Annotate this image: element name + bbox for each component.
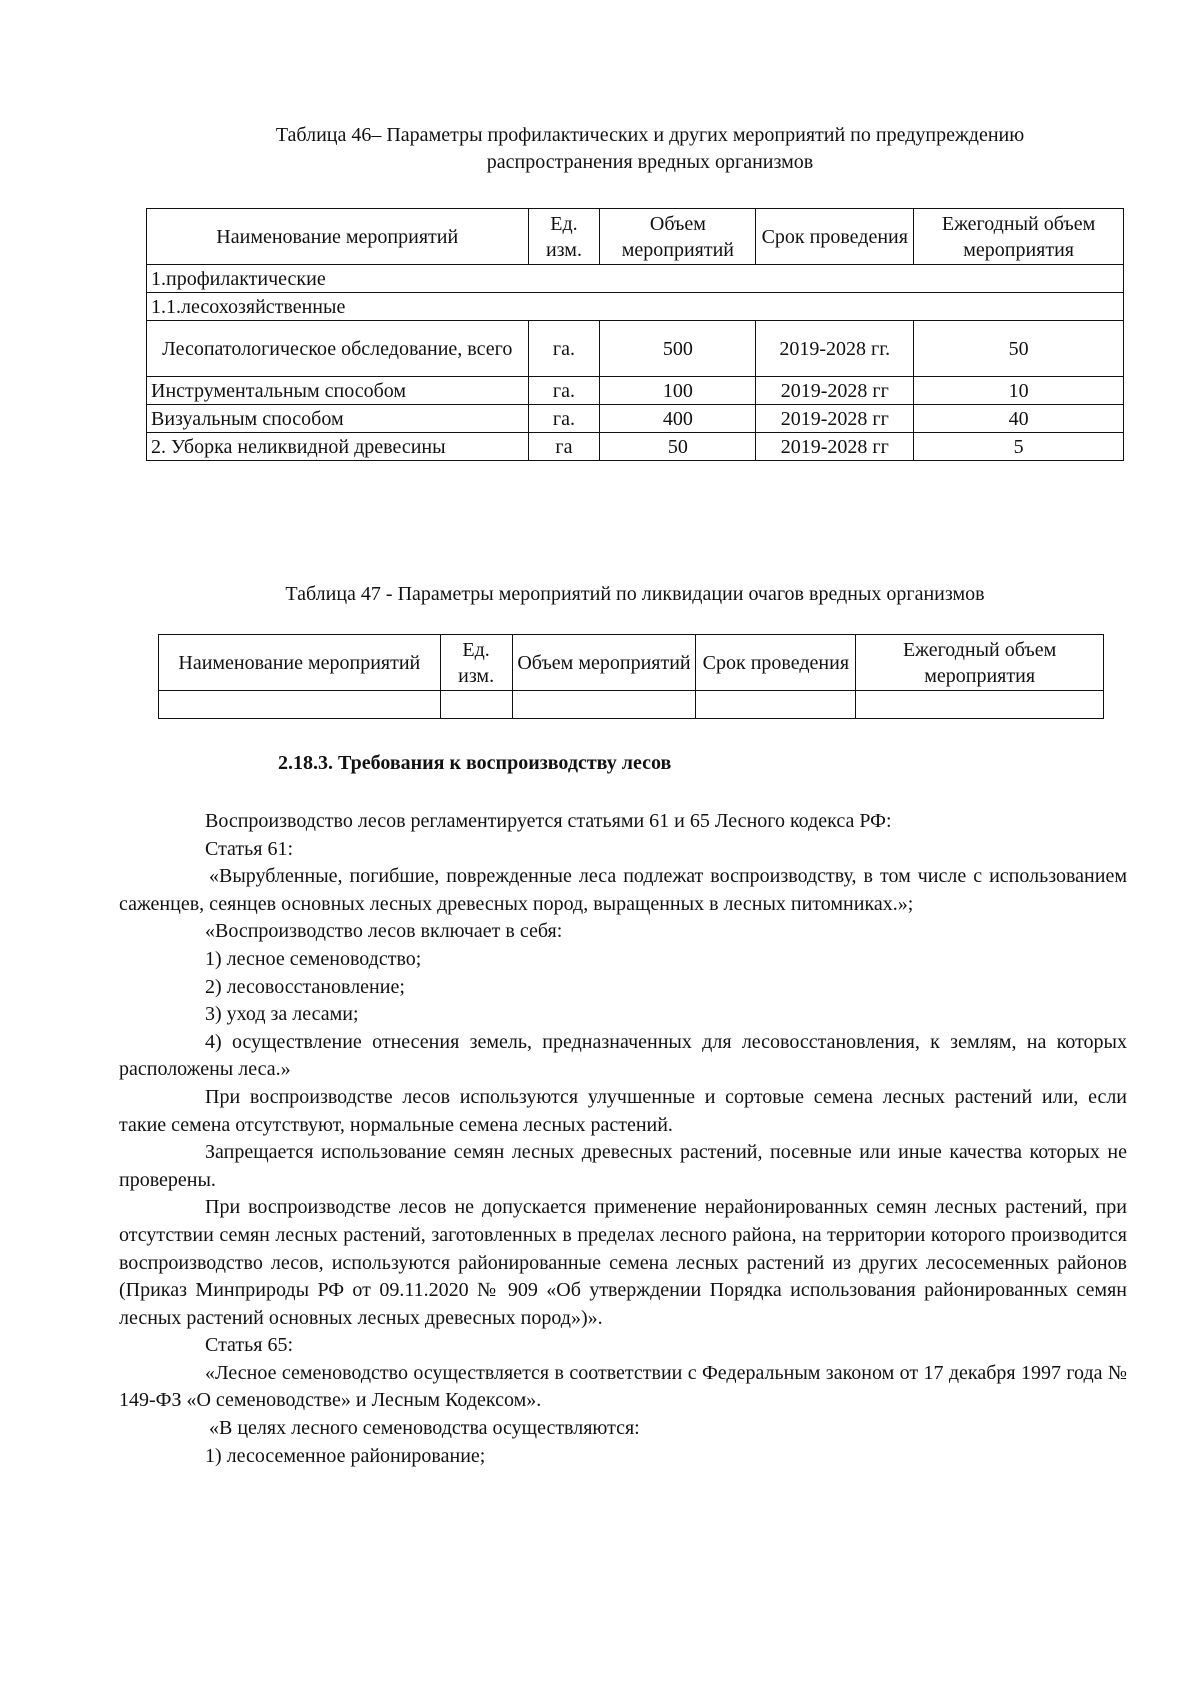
table46-caption [180, 122, 1120, 176]
paragraph: 3) уход за лесами; [205, 1003, 359, 1026]
table47-header-unit: Ед. изм. [440, 635, 512, 691]
paragraph: «Воспроизводство лесов включает в себя: [205, 920, 563, 943]
table46-cell-volume: 100 [600, 377, 756, 405]
table46-header-name: Наименование мероприятий [147, 209, 529, 265]
table46-cell-unit: га. [528, 321, 600, 377]
paragraph: 4) осуществление отнесения земель, предназначенных для лесовосстановления, к землям, на которых расположены леса.» [119, 1030, 1127, 1081]
table47-caption: Таблица 47 - Параметры мероприятий по ликвидации очагов вредных организмов [285, 583, 985, 605]
table47-header-term: Срок проведения [696, 635, 856, 691]
paragraph: «В целях лесного семеноводства осуществляются: [209, 1417, 640, 1440]
paragraph: Воспроизводство лесов регламентируется статьями 61 и 65 Лесного кодекса РФ: [205, 810, 892, 832]
table46-cell-name: Инструментальным способом [147, 377, 529, 405]
table46 [146, 208, 1124, 461]
table46-cell-unit: га. [528, 377, 600, 405]
table46-cell-annual: 40 [914, 405, 1124, 433]
table46-cell-term: 2019-2028 гг [756, 433, 914, 461]
table46-cell-volume: 400 [600, 405, 756, 433]
table46-header-unit: Ед. изм. [528, 209, 600, 265]
table47-empty-cell [856, 691, 1104, 719]
table46-cell-unit: га [528, 433, 600, 461]
table47-empty-cell [440, 691, 512, 719]
table-row [147, 321, 1124, 377]
paragraph: «Вырубленные, погибшие, поврежденные леса подлежат воспроизводству, в том числе с использованием саженцев, сеянцев основных лесных древесных пород, выращенных в лесных питомниках.»; [119, 865, 1127, 915]
paragraph: «Лесное семеноводство осуществляется в соответствии с Федеральным законом от 17 декабря 1997 года № 149-ФЗ «О семеноводстве» и Лесным Кодексом». [119, 1361, 1127, 1412]
table46-cell-term: 2019-2028 гг [756, 405, 914, 433]
table46-header-term: Срок проведения [756, 209, 914, 265]
table-row [159, 691, 1104, 719]
table46-cell-annual: 10 [914, 377, 1124, 405]
paragraph: 2) лесовосстановление; [205, 975, 405, 998]
table-row [147, 377, 1124, 405]
table46-caption-line2: распространения вредных организмов [486, 151, 814, 173]
body-text [119, 808, 1127, 1470]
paragraph: Статья 61: [205, 837, 294, 860]
table46-header-volume: Объем мероприятий [600, 209, 756, 265]
table46-section1: 1.профилактические [147, 265, 1124, 293]
table-row [147, 405, 1124, 433]
table46-cell-volume: 50 [600, 433, 756, 461]
table46-header-annual: Ежегодный объем мероприятия [914, 209, 1124, 265]
table46-section-row [147, 265, 1124, 293]
table46-cell-unit: га. [528, 405, 600, 433]
paragraph: Запрещается использование семян лесных древесных растений, посевные или иные качества которых не проверены. [119, 1141, 1127, 1191]
section-heading: 2.18.3. Требования к воспроизводству лесов [278, 752, 672, 774]
table47-empty-cell [696, 691, 856, 719]
paragraph: При воспроизводстве лесов используются улучшенные и сортовые семена лесных растений или, если такие семена отсутствуют, нормальные семена лесных растений. [119, 1085, 1127, 1136]
table47-empty-cell [512, 691, 696, 719]
table46-cell-annual: 5 [914, 433, 1124, 461]
table46-cell-annual: 50 [914, 321, 1124, 377]
paragraph: Статья 65: [205, 1334, 294, 1357]
table46-cell-volume: 500 [600, 321, 756, 377]
table47-header-name: Наименование мероприятий [159, 635, 441, 691]
paragraph: При воспроизводстве лесов не допускается применение нерайонированных семян лесных растений, при отсутствии семян лесных растений, заготовленных в пределах лесного района, на территории которого производится воспроизводство лесов, используются районированные семена лесных растений из других лесосеменных районов (Приказ Минприроды РФ от 09.11.2020 № 909 «Об утверждении Порядка использования районированных семян лесных растений основных лесных древесных пород»)». [119, 1196, 1127, 1329]
table46-section11: 1.1.лесохозяйственные [147, 293, 1124, 321]
table47-header-volume: Объем мероприятий [512, 635, 696, 691]
table46-cell-name: Визуальным способом [147, 405, 529, 433]
table47-header-annual: Ежегодный объем мероприятия [856, 635, 1104, 691]
table46-cell-name: Лесопатологическое обследование, всего [147, 321, 529, 377]
table46-cell-name: 2. Уборка неликвидной древесины [147, 433, 529, 461]
paragraph: 1) лесосеменное районирование; [205, 1444, 486, 1467]
table47-empty-cell [159, 691, 441, 719]
table47-header-row [159, 635, 1104, 691]
paragraph: 1) лесное семеноводство; [205, 947, 422, 970]
table46-header-row [147, 209, 1124, 265]
table-row [147, 433, 1124, 461]
table46-cell-term: 2019-2028 гг [756, 377, 914, 405]
table47 [158, 634, 1104, 719]
table46-cell-term: 2019-2028 гг. [756, 321, 914, 377]
table46-section-row [147, 293, 1124, 321]
table46-caption-line1: Таблица 46– Параметры профилактических и других мероприятий по предупреждению [275, 124, 1025, 146]
